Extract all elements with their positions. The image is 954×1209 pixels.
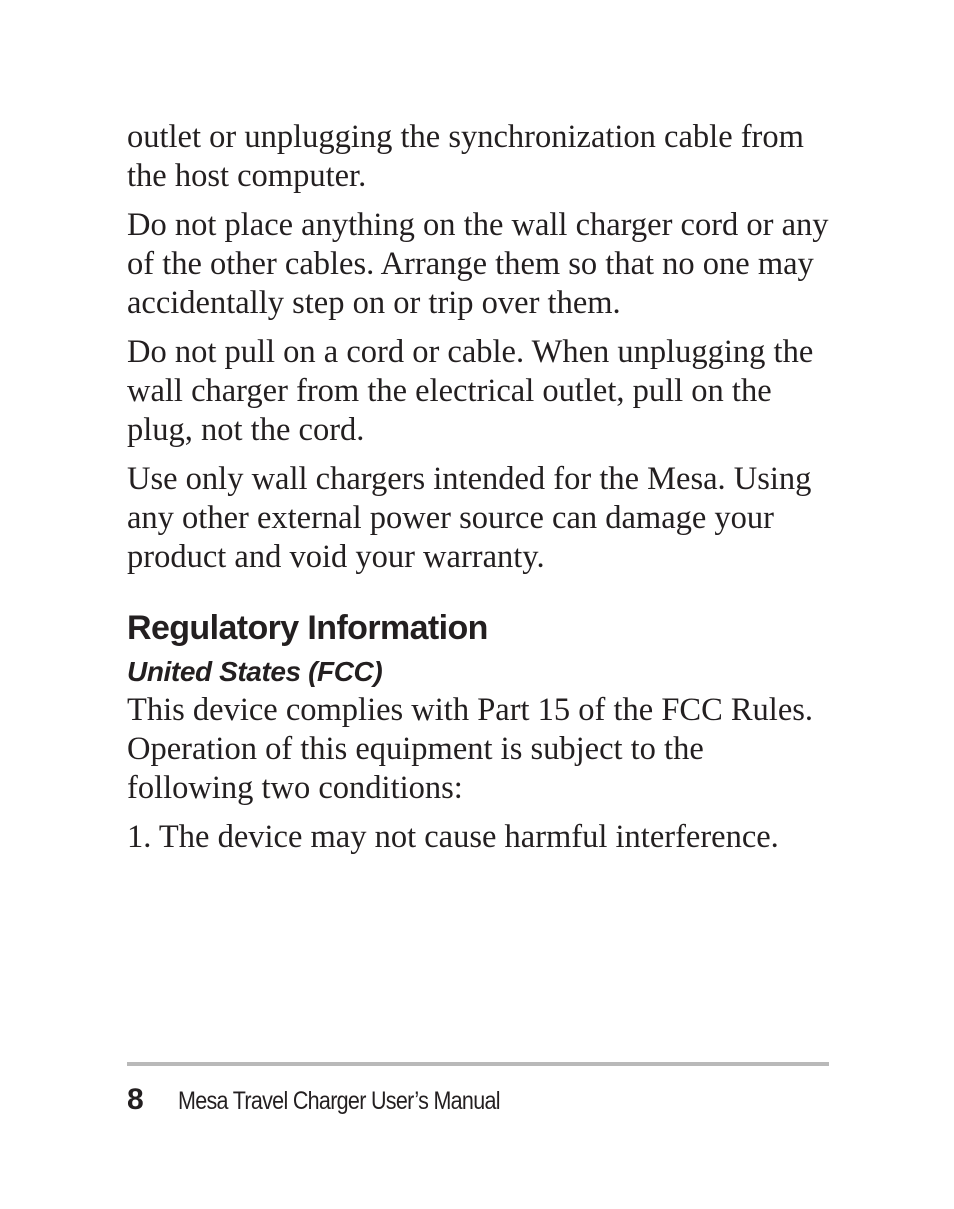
section-paragraph: This device complies with Part 15 of the FCC Rules. Operation of this equipment is subject to the following two conditions: bbox=[127, 692, 814, 806]
section-heading: Regulatory Information bbox=[127, 609, 488, 647]
body-paragraph: Use only wall chargers intended for the Mesa. Using any other external power source can damage your product and void your warranty. bbox=[127, 461, 812, 575]
body-paragraph: Do not place anything on the wall charger cord or any of the other cables. Arrange them so that no one may accidentally step on or trip over them. bbox=[127, 207, 829, 321]
section-paragraph: 1. The device may not cause harmful interference. bbox=[127, 819, 779, 855]
body-paragraph: outlet or unplugging the synchronization cable from the host computer. bbox=[127, 119, 804, 194]
page-content bbox=[127, 118, 837, 867]
body-paragraph: Do not pull on a cord or cable. When unplugging the wall charger from the electrical outlet, pull on the plug, not the cord. bbox=[127, 334, 814, 448]
footer-rule bbox=[127, 1062, 829, 1066]
section-subheading: United States (FCC) bbox=[127, 656, 383, 687]
page-number: 8 bbox=[127, 1083, 144, 1116]
footer-manual-title: Mesa Travel Charger User’s Manual bbox=[178, 1087, 500, 1115]
